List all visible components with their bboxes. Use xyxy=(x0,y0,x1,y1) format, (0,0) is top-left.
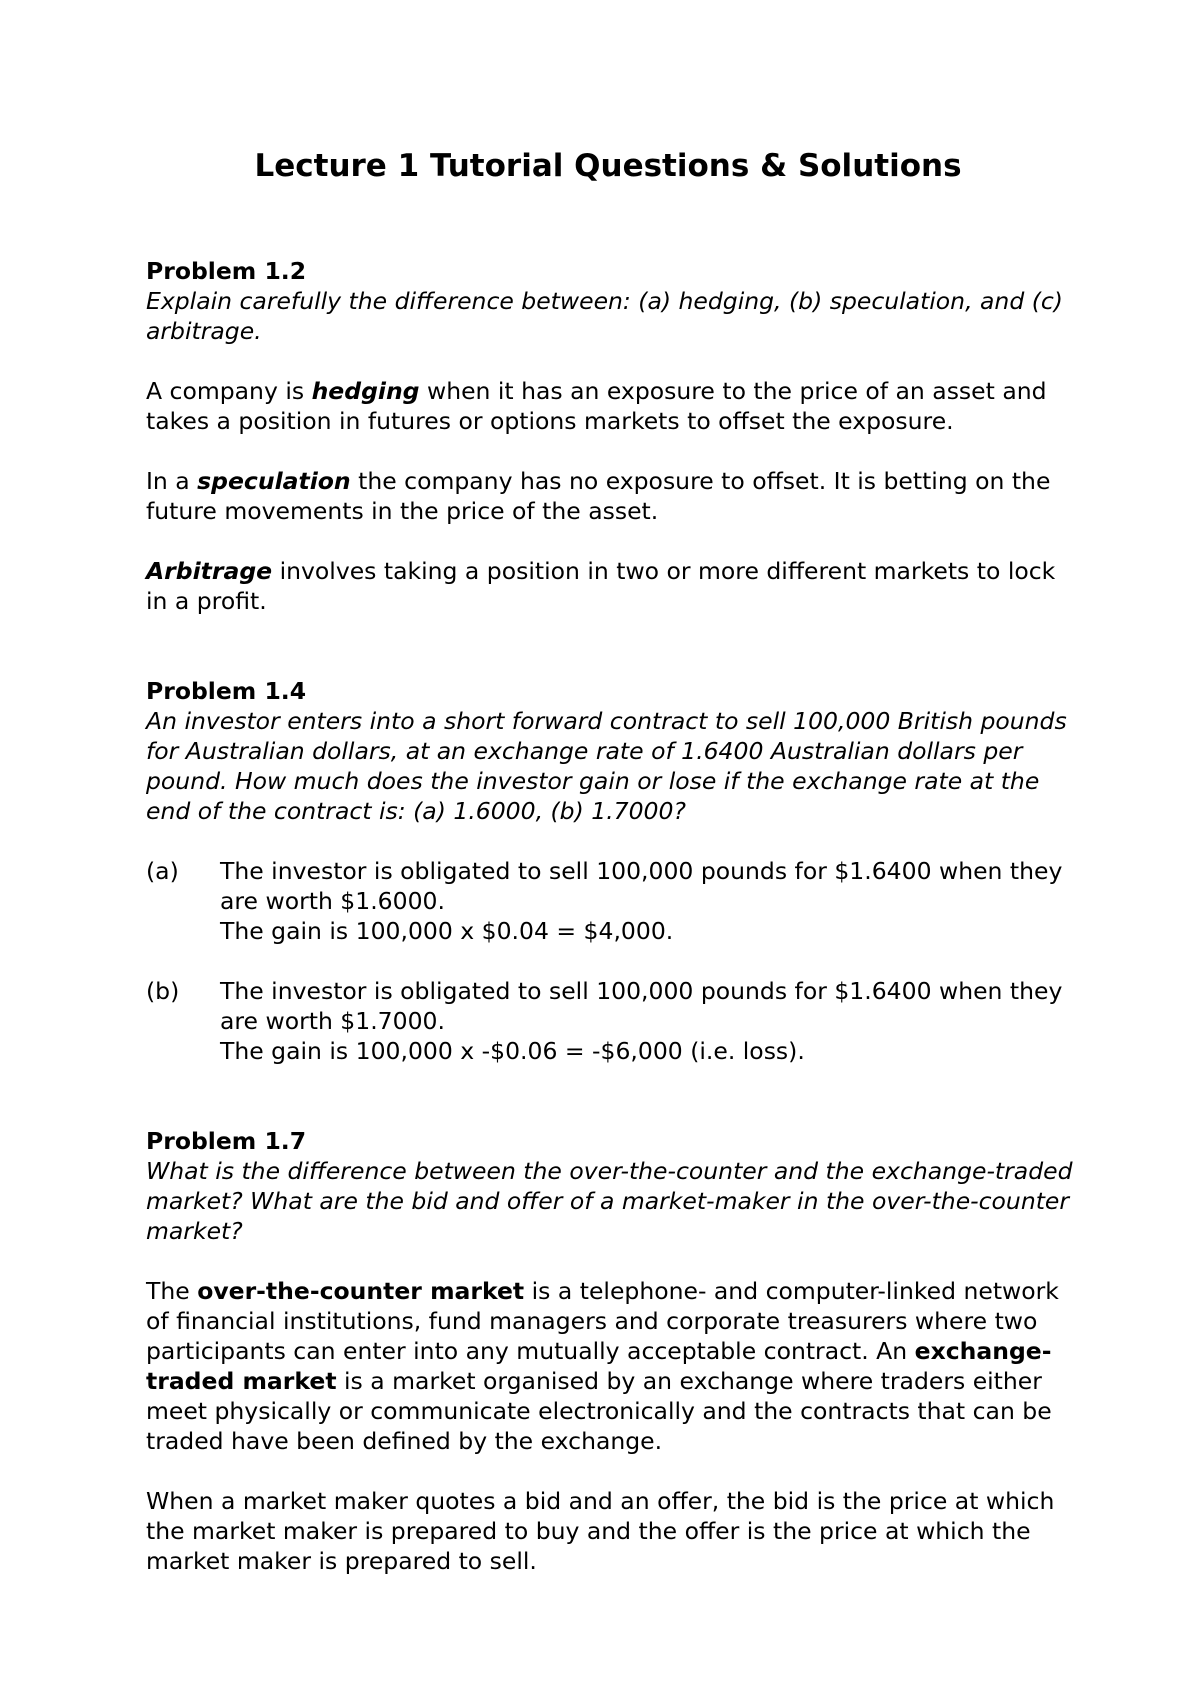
hedging-term: hedging xyxy=(311,377,420,405)
problem-1-7 xyxy=(146,1126,1080,1576)
answer-a-marker: (a) xyxy=(146,857,179,885)
speculation-pre: In a xyxy=(146,467,198,495)
problem-1-2-heading: Problem 1.2 xyxy=(146,257,307,285)
problem-1-4 xyxy=(146,676,1080,1066)
page-title: Lecture 1 Tutorial Questions & Solutions xyxy=(254,148,962,184)
problem-1-2-question: Explain carefully the difference between: (a) hedging, (b) speculation, and (c) arbitrage. xyxy=(146,287,1063,345)
arbitrage-post: involves taking a position in two or more different markets to lock in a profit. xyxy=(146,557,1056,615)
otc-paragraph xyxy=(146,1276,1080,1456)
speculation-paragraph xyxy=(146,466,1080,526)
answer-a xyxy=(146,856,1080,946)
exchange-traded-term: exchange-traded market xyxy=(146,1337,1052,1395)
answer-b-line2: The gain is 100,000 x -$0.06 = -$6,000 (i.e. loss). xyxy=(220,1037,805,1065)
otc-post: is a market organised by an exchange where traders either meet physically or communicate electronically and the contracts that can be traded have been defined by the exchange. xyxy=(146,1367,1052,1455)
problem-1-4-question: An investor enters into a short forward contract to sell 100,000 British pounds for Australian dollars, at an exchange rate of 1.6400 Australian dollars per pound. How much does the investor gain or lose if the exchange rate at the end of the contract is: (a) 1.6000, (b) 1.7000? xyxy=(146,707,1067,825)
problem-1-2 xyxy=(146,256,1080,616)
otc-mid: is a telephone- and computer-linked network of financial institutions, fund managers and corporate treasurers where two participants can enter into any mutually acceptable contract. An xyxy=(146,1277,1059,1365)
answer-b-marker: (b) xyxy=(146,977,180,1005)
answer-a-line1: The investor is obligated to sell 100,000 pounds for $1.6400 when they are worth $1.6000. xyxy=(220,857,1063,915)
hedging-post: when it has an exposure to the price of an asset and takes a position in futures or options markets to offset the exposure. xyxy=(146,377,1047,435)
problem-1-7-question: What is the difference between the over-the-counter and the exchange-traded market? What are the bid and offer of a market-maker in the over-the-counter market? xyxy=(146,1157,1073,1245)
otc-pre: The xyxy=(146,1277,198,1305)
answer-b xyxy=(146,976,1080,1066)
otc-term: over-the-counter market xyxy=(197,1277,525,1305)
hedging-pre: A company is xyxy=(146,377,312,405)
hedging-paragraph xyxy=(146,376,1080,436)
problem-1-4-heading: Problem 1.4 xyxy=(146,677,307,705)
answer-b-line1: The investor is obligated to sell 100,000 pounds for $1.6400 when they are worth $1.7000. xyxy=(220,977,1063,1035)
bid-offer-paragraph: When a market maker quotes a bid and an offer, the bid is the price at which the market maker is prepared to buy and the offer is the price at which the market maker is prepared to sell. xyxy=(146,1487,1055,1575)
answer-a-line2: The gain is 100,000 x $0.04 = $4,000. xyxy=(220,917,674,945)
problem-1-7-heading: Problem 1.7 xyxy=(146,1127,307,1155)
arbitrage-paragraph xyxy=(146,556,1080,616)
speculation-term: speculation xyxy=(197,467,351,495)
speculation-post: the company has no exposure to offset. It is betting on the future movements in the price of the asset. xyxy=(146,467,1051,525)
arbitrage-term: Arbitrage xyxy=(146,557,273,585)
